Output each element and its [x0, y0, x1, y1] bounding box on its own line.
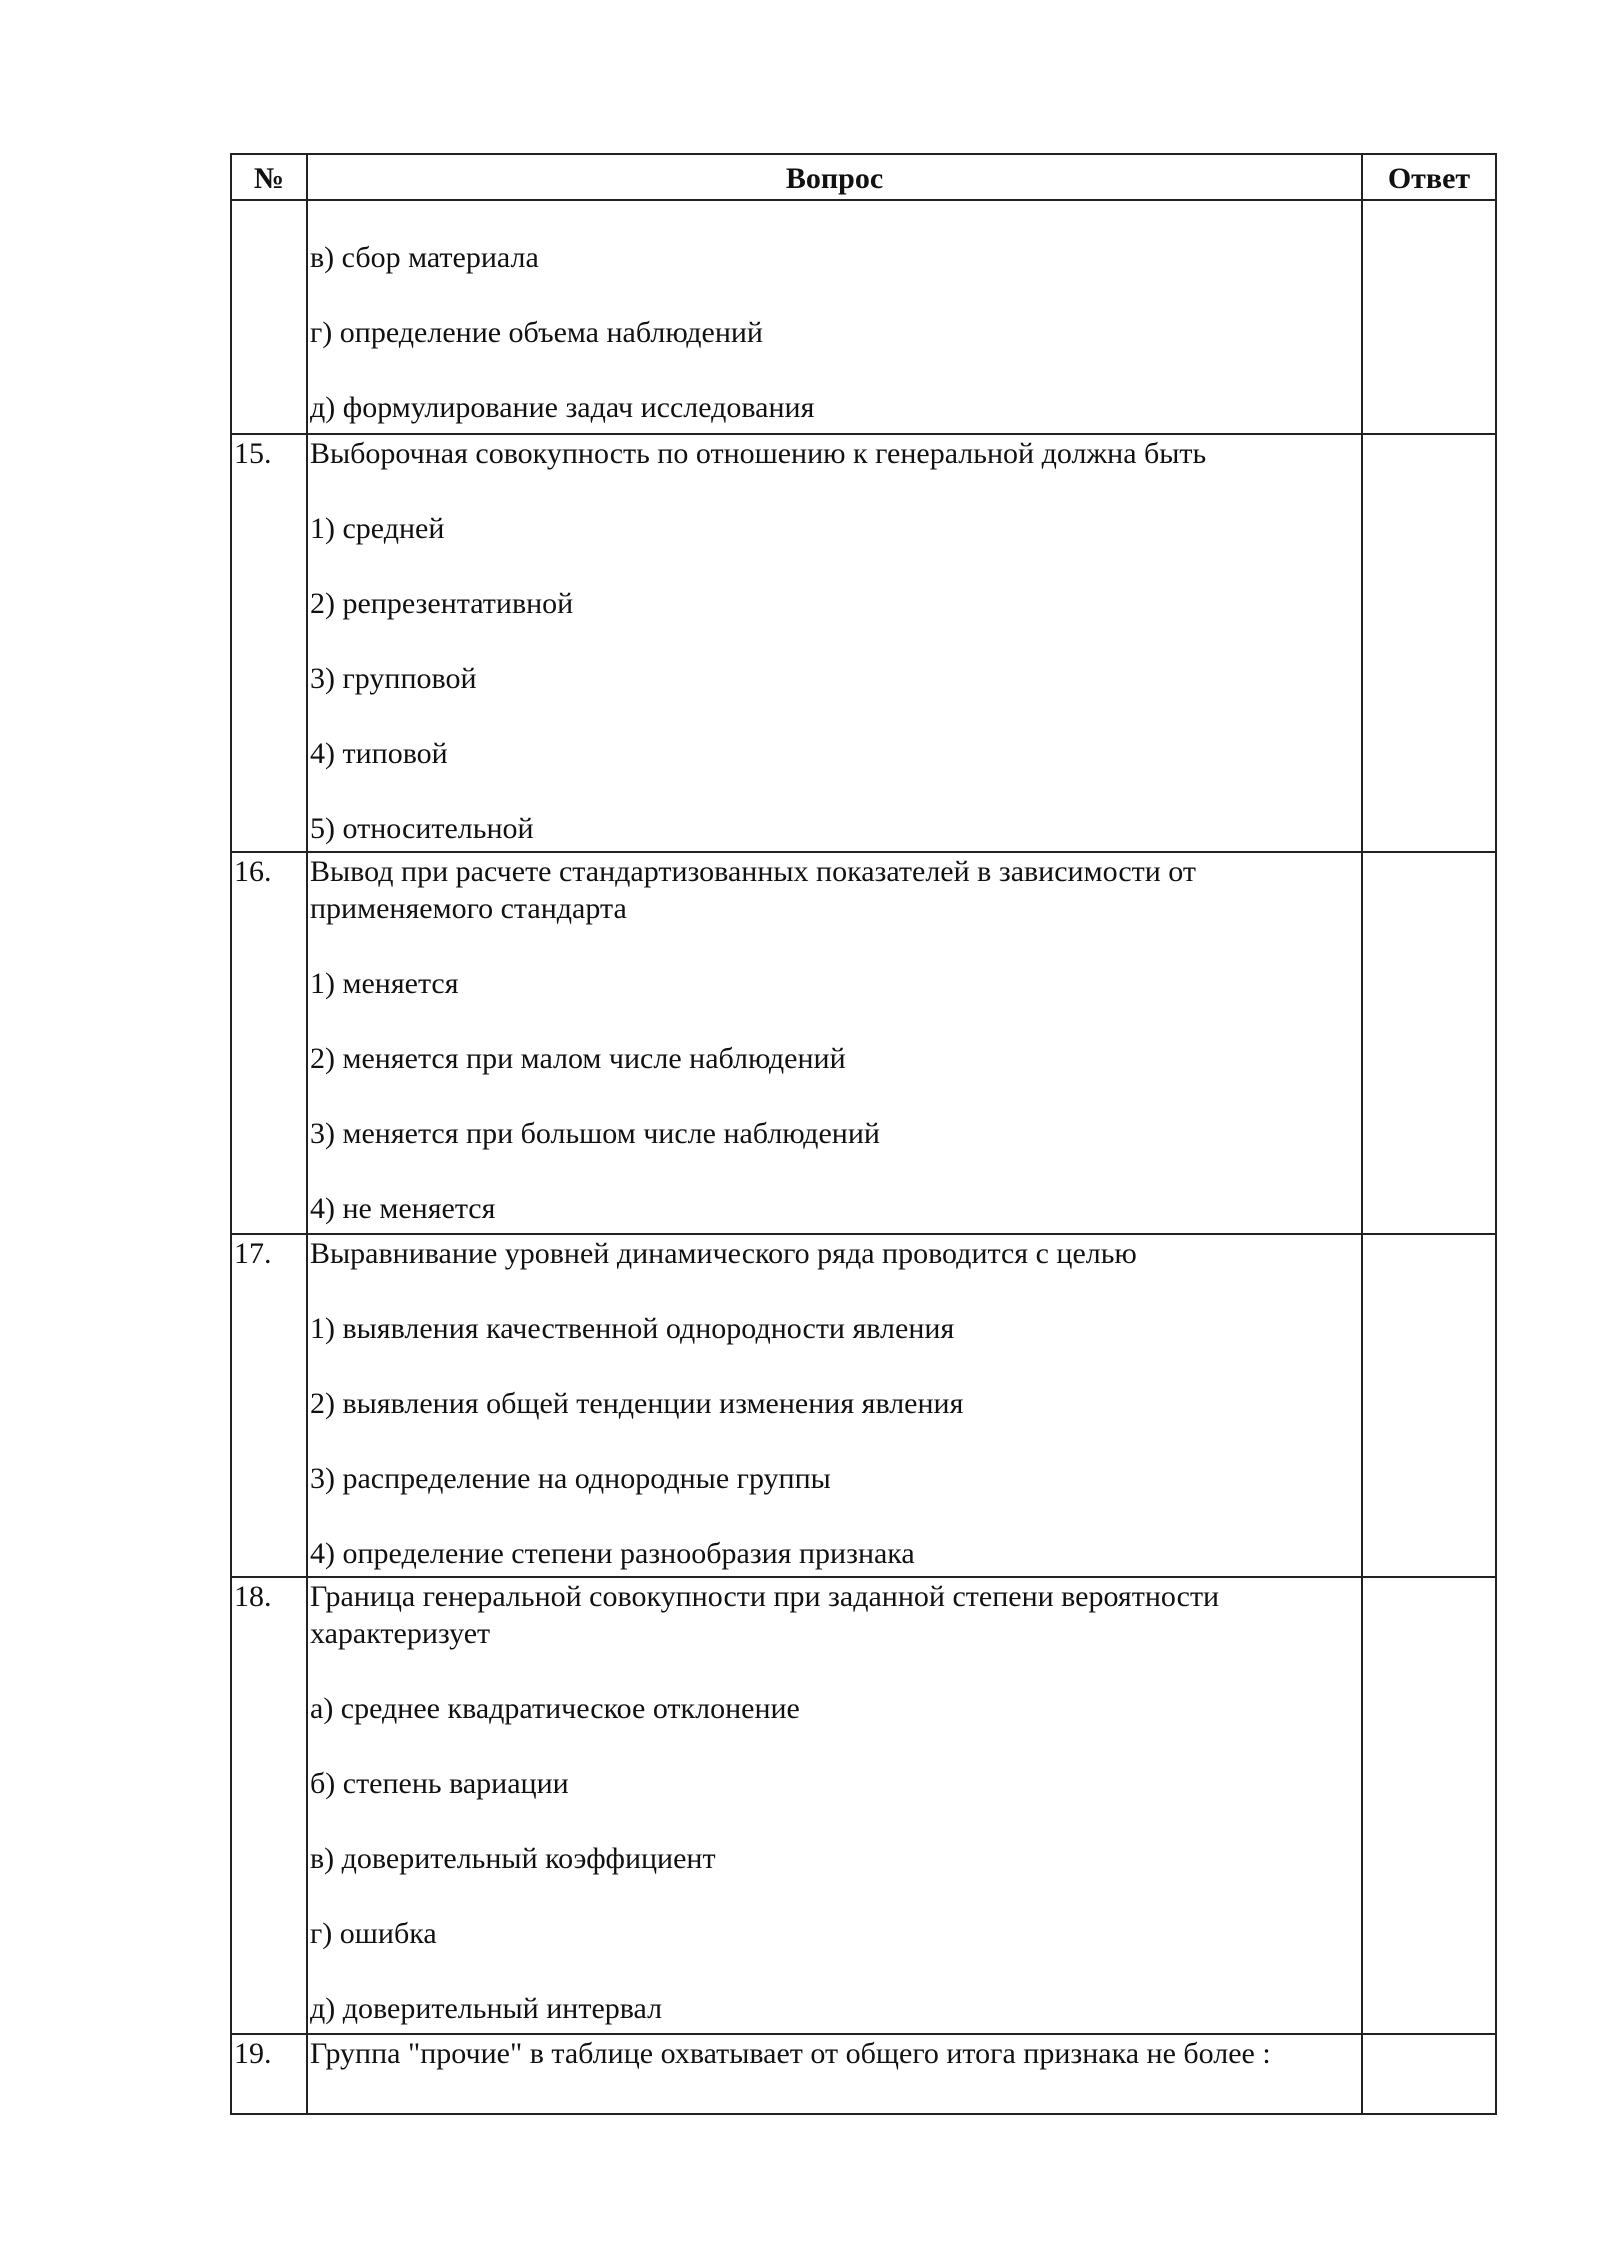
- question-cell: [307, 2034, 1362, 2114]
- answer-option: б) степень вариации: [310, 1767, 569, 1800]
- answer-option: 4) не меняется: [310, 1192, 496, 1225]
- answer-cell[interactable]: [1362, 2034, 1496, 2114]
- answer-option: д) формулирование задач исследования: [310, 391, 815, 424]
- answer-option: в) доверительный коэффициент: [310, 1842, 716, 1875]
- question-cell: [307, 200, 1362, 434]
- table-header-row: [231, 154, 1496, 200]
- answer-option: а) среднее квадратическое отклонение: [310, 1692, 800, 1725]
- answer-option: 2) выявления общей тенденции изменения явления: [310, 1387, 964, 1420]
- header-question: Вопрос: [307, 154, 1362, 200]
- table-row: [231, 1234, 1496, 1577]
- answer-option: 1) меняется: [310, 967, 459, 1000]
- table-row: [231, 434, 1496, 852]
- question-cell: [307, 852, 1362, 1234]
- question-cell: [307, 434, 1362, 852]
- answer-cell[interactable]: [1362, 200, 1496, 434]
- row-number: 15.: [231, 434, 307, 852]
- row-number: 17.: [231, 1234, 307, 1577]
- answer-option: 3) меняется при большом числе наблюдений: [310, 1117, 880, 1150]
- answer-option: 2) меняется при малом числе наблюдений: [310, 1042, 846, 1075]
- question-cell: [307, 1577, 1362, 2034]
- row-number: 18.: [231, 1577, 307, 2034]
- question-cell: [307, 1234, 1362, 1577]
- answer-option: г) ошибка: [310, 1917, 437, 1950]
- question-text: Вывод при расчете стандартизованных показателей в зависимости от применяемого стандарта: [310, 855, 1197, 925]
- answer-cell[interactable]: [1362, 1577, 1496, 2034]
- row-number: [231, 200, 307, 434]
- table-row: [231, 1577, 1496, 2034]
- answer-cell[interactable]: [1362, 1234, 1496, 1577]
- question-text: Выравнивание уровней динамического ряда проводится с целью: [310, 1237, 1137, 1270]
- question-text: Группа "прочие" в таблице охватывает от общего итога признака не более :: [310, 2037, 1271, 2070]
- question-text: Граница генеральной совокупности при заданной степени вероятности характеризует: [310, 1580, 1220, 1650]
- table-row: [231, 200, 1496, 434]
- table-row: [231, 2034, 1496, 2114]
- answer-option: д) доверительный интервал: [310, 1992, 663, 2025]
- answer-option: 4) типовой: [310, 737, 448, 770]
- answer-option: в) сбор материала: [310, 241, 539, 274]
- row-number: 16.: [231, 852, 307, 1234]
- row-number: 19.: [231, 2034, 307, 2114]
- answer-option: 1) выявления качественной однородности явления: [310, 1312, 955, 1345]
- question-text: Выборочная совокупность по отношению к генеральной должна быть: [310, 437, 1207, 470]
- answer-option: 2) репрезентативной: [310, 587, 574, 620]
- answer-cell[interactable]: [1362, 434, 1496, 852]
- questions-table: [230, 153, 1497, 2115]
- answer-option: 3) распределение на однородные группы: [310, 1462, 831, 1495]
- answer-cell[interactable]: [1362, 852, 1496, 1234]
- answer-option: 4) определение степени разнообразия признака: [310, 1537, 915, 1570]
- answer-option: 5) относительной: [310, 812, 534, 845]
- table-row: [231, 852, 1496, 1234]
- header-answer: Ответ: [1362, 154, 1496, 200]
- answer-option: 1) средней: [310, 512, 445, 545]
- header-num: №: [231, 154, 307, 200]
- answer-option: г) определение объема наблюдений: [310, 316, 763, 349]
- answer-option: 3) групповой: [310, 662, 477, 695]
